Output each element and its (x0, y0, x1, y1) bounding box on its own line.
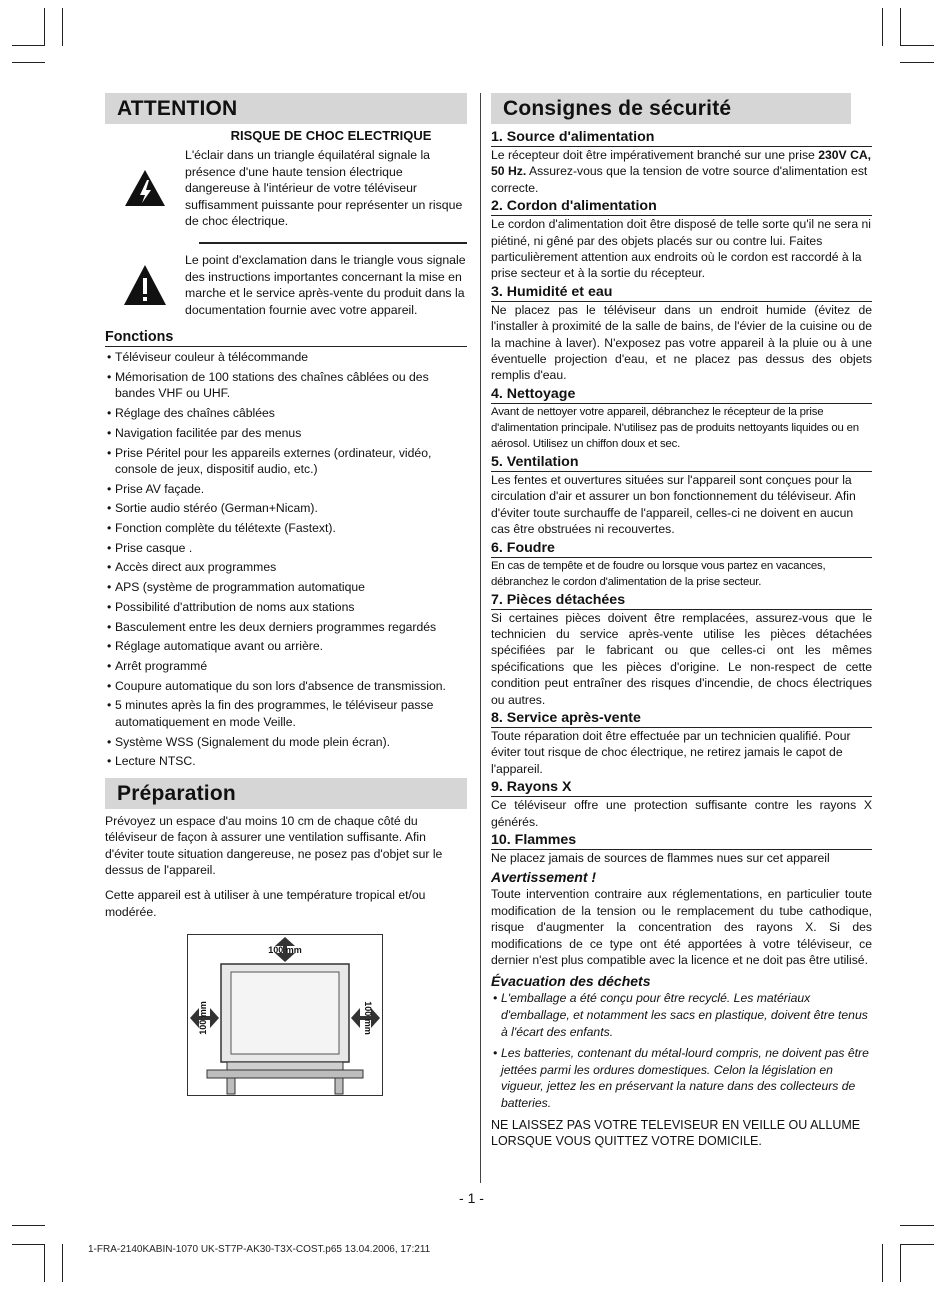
section-title: 3. Humidité et eau (491, 283, 872, 302)
attention-heading: ATTENTION (105, 93, 467, 124)
list-item: • Lecture NTSC. (105, 753, 467, 769)
evacuation-title: Évacuation des déchets (491, 973, 651, 990)
section-title: 9. Rayons X (491, 778, 872, 797)
list-item: • 5 minutes après la fin des programmes, le téléviseur passe automatiquement en mode Veille. (105, 697, 467, 730)
section-title: 8. Service après-vente (491, 709, 872, 728)
crop-mark (12, 1244, 45, 1245)
left-column (105, 93, 467, 1096)
fonctions-heading: Fonctions (105, 328, 467, 347)
section-text: Toute réparation doit être effectuée par un technicien qualifié. Pour éviter tout risque de choc électrique, ne retirez jamais le capot de l'appareil. (491, 728, 851, 776)
section-title: 10. Flammes (491, 831, 872, 850)
section-title: 7. Pièces détachées (491, 591, 872, 610)
file-footer: 1-FRA-2140KABIN-1070 UK-ST7P-AK30-T3X-COST.p65 13.04.2006, 17:211 (88, 1244, 431, 1255)
list-item: • Basculement entre les deux derniers programmes regardés (105, 619, 467, 635)
section-text: Les fentes et ouvertures situées sur l'appareil sont conçues pour la circulation d'air et assurer un bon fonctionnement du téléviseur. Afin d'éviter toute surchauffe de l'appareil, celles-ci ne doivent en aucun cas être obstruées ni recouvertes. (491, 472, 856, 537)
avertissement-text: Toute intervention contraire aux réglementations, en particulier toute modification de la tension ou le remplacement du tube cathodique, risque d'augmenter la concentration des rayons X. Si des modifications de ce type ont été apportées à votre téléviseur, ce dernier n'est plus compatible avec la licence et ne doit pas être utilisé. (491, 887, 872, 967)
exclamation-warning (105, 252, 467, 318)
list-item: • Système WSS (Signalement du mode plein écran). (105, 734, 467, 750)
consignes-heading: Consignes de sécurité (491, 93, 851, 124)
section-text: Si certaines pièces doivent être remplacées, assurez-vous que le technicien du service après-vente utilise les pièces détachées spécifiées par le fabricant ou que celles-ci ont les mêmes spécifications que les pièces d'origine. Le non-respect de cette condition peut entraîner des risques d'incendie, de chocs électriques ou autres. (491, 610, 872, 707)
lightning-warning (105, 147, 467, 230)
crop-mark (900, 45, 934, 46)
page-number: - 1 - (459, 1190, 484, 1206)
list-item: • Arrêt programmé (105, 658, 467, 674)
crop-mark (882, 8, 883, 46)
section-title: 5. Ventilation (491, 453, 872, 472)
list-item: • Fonction complète du télétexte (Fastext). (105, 520, 467, 536)
evacuation-list (491, 990, 872, 1111)
section-text: En cas de tempête et de foudre ou lorsque vous partez en vacances, débranchez le cordon d'alimentation de la prise secteur. (491, 559, 826, 588)
avertissement-title: Avertissement ! (491, 869, 597, 886)
list-item: • Les batteries, contenant du métal-lourd compris, ne doivent pas être jettées parmi les ordures domestiques. Celon la législation en vigueur, jettez les en préservant la nature dans des collecteurs de batteries. (491, 1045, 872, 1111)
list-item: • Téléviseur couleur à télécommande (105, 349, 467, 365)
right-clearance-label: 100 mm (363, 1001, 373, 1035)
list-item: • Accès direct aux programmes (105, 559, 467, 575)
crop-mark (44, 1244, 45, 1282)
list-item: • Réglage des chaînes câblées (105, 405, 467, 421)
column-divider (480, 93, 481, 1183)
crop-mark (900, 1244, 901, 1282)
clearance-diagram (187, 934, 383, 1096)
list-item: • L'emballage a été conçu pour être recyclé. Les matériaux d'emballage, et notamment les sacs en plastique, doivent être tenus à l'écart des enfants. (491, 990, 872, 1040)
list-item: • Navigation facilitée par des menus (105, 425, 467, 441)
crop-mark (44, 8, 45, 46)
list-item: • Sortie audio stéréo (German+Nicam). (105, 500, 467, 516)
left-clearance-label: 100 mm (198, 1001, 208, 1035)
section-text: Ce téléviseur offre une protection suffisante contre les rayons X générés. (491, 798, 872, 829)
crop-mark (900, 1225, 934, 1226)
section-text (491, 147, 872, 196)
crop-mark (900, 62, 934, 63)
crop-mark (12, 62, 45, 63)
crop-mark (12, 45, 45, 46)
voltage-value: 230V CA, 50 Hz. (491, 148, 872, 179)
section-text: Avant de nettoyer votre appareil, débranchez le récepteur de la prise d'alimentation principale. N'utilisez pas de produits nettoyants liquides ou en aérosol. Utilisez un chiffon doux et sec. (491, 405, 859, 450)
section-title: 2. Cordon d'alimentation (491, 197, 872, 216)
section-title: 4. Nettoyage (491, 385, 872, 404)
list-item: • APS (système de programmation automatique (105, 579, 467, 595)
preparation-heading: Préparation (105, 778, 467, 809)
risk-title: RISQUE DE CHOC ELECTRIQUE (230, 128, 432, 143)
list-item: • Prise AV façade. (105, 481, 467, 497)
crop-mark (882, 1244, 883, 1282)
preparation-para-1: Prévoyez un espace d'au moins 10 cm de chaque côté du téléviseur de façon à assurer une ventilation suffisante. Afin d'éviter toute situation dangereuse, ne posez pas d'objet sur le dessus de l'appareil. (105, 813, 443, 878)
section-title: 1. Source d'alimentation (491, 128, 872, 147)
list-item: • Réglage automatique avant ou arrière. (105, 638, 467, 654)
crop-mark (12, 1225, 45, 1226)
final-warning: NE LAISSEZ PAS VOTRE TELEVISEUR EN VEILLE OU ALLUME LORSQUE VOUS QUITTEZ VOTRE DOMICILE. (491, 1117, 861, 1149)
list-item: • Possibilité d'attribution de noms aux stations (105, 599, 467, 615)
right-column (491, 93, 872, 1150)
crop-mark (62, 8, 63, 46)
section-text: Ne placez pas le téléviseur dans un endroit humide (évitez de l'installer à proximité de la salle de bains, de l'évier de la cuisine ou de la machine à laver). N'exposez pas votre appareil à la pluie ou à une éventuelle projection d'eau, et ne placez pas dessus des objets remplis d'eau. (491, 302, 872, 383)
preparation-para-2: Cette appareil est à utiliser à une température tropical et/ou modérée. (105, 888, 426, 919)
list-item: • Mémorisation de 100 stations des chaînes câblées ou des bandes VHF ou UHF. (105, 369, 467, 402)
divider (199, 242, 467, 244)
lightning-triangle-icon (105, 168, 185, 208)
crop-mark (900, 8, 901, 46)
exclamation-text: Le point d'exclamation dans le triangle vous signale des instructions importantes concernant la mise en marche et le service après-vente du produit dans la documentation fournie avec votre appareil. (185, 252, 466, 317)
section-title: 6. Foudre (491, 539, 872, 558)
crop-mark (900, 1244, 934, 1245)
list-item: • Prise Péritel pour les appareils externes (ordinateur, vidéo, console de jeux, dispositif audio, etc.) (105, 445, 467, 478)
top-clearance-label: 100 mm (268, 945, 302, 956)
section-text: Ne placez jamais de sources de flammes nues sur cet appareil (491, 850, 830, 865)
list-item: • Prise casque . (105, 540, 467, 556)
lightning-text: L'éclair dans un triangle équilatéral signale la présence d'une haute tension électrique dangereuse à l'intérieur de votre téléviseur suffisamment puissante pour représenter un risque de choc électrique. (185, 148, 463, 229)
fonctions-list (105, 349, 467, 769)
exclamation-triangle-icon (105, 263, 185, 307)
text-run: Le récepteur doit être impérativement branché sur une prise (491, 148, 819, 162)
text-run: Assurez-vous que la tension de votre source d'alimentation est correcte. (491, 164, 868, 195)
list-item: • Coupure automatique du son lors d'absence de transmission. (105, 678, 467, 694)
section-text: Le cordon d'alimentation doit être disposé de telle sorte qu'il ne sera ni piétiné, ni gêné par des objets placés sur ou contre lui. Faites particulièrement attention aux endroits où le cordon est raccordé à la prise secteur et à la sortie du récepteur. (491, 217, 871, 281)
crop-mark (62, 1244, 63, 1282)
